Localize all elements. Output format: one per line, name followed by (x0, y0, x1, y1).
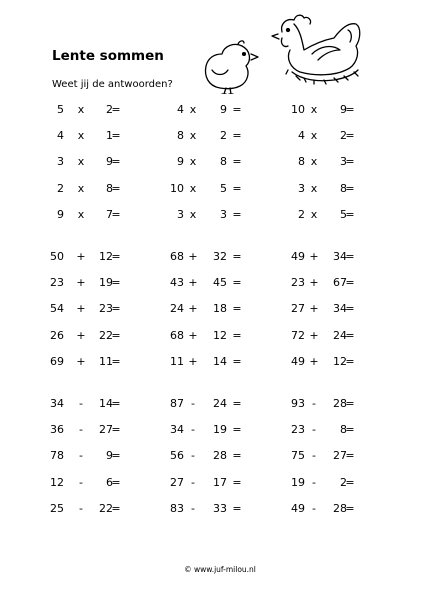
operand-b: 14 (213, 354, 227, 368)
equals-sign: = (345, 397, 355, 410)
operand-b: 24 (213, 397, 227, 410)
operand-a: 69 (50, 354, 64, 368)
operand-b: 12 (213, 328, 227, 342)
operator: + (188, 328, 198, 342)
operator: - (79, 449, 83, 463)
operand-b: 27 (333, 449, 347, 463)
operator: + (76, 250, 86, 263)
equals-sign: = (345, 449, 355, 463)
operand-b: 3 (340, 155, 347, 169)
operator: + (309, 250, 319, 263)
equals-sign: = (111, 354, 121, 368)
equals-sign: = (232, 276, 242, 290)
operator: + (76, 276, 86, 290)
operand-b: 6 (106, 475, 113, 489)
operator: x (310, 155, 318, 169)
operand-a: 10 (170, 181, 184, 195)
equals-sign: = (232, 449, 242, 463)
operand-b: 34 (333, 250, 347, 263)
equals-sign: = (345, 354, 355, 368)
operand-a: 68 (170, 250, 184, 263)
operand-b: 28 (333, 501, 347, 515)
operand-b: 22 (99, 501, 113, 515)
equals-sign: = (345, 501, 355, 515)
operand-a: 23 (50, 276, 64, 290)
operand-a: 27 (291, 302, 305, 316)
operand-a: 26 (50, 328, 64, 342)
operand-b: 28 (213, 449, 227, 463)
equals-sign: = (232, 328, 242, 342)
operand-b: 32 (213, 250, 227, 263)
equals-sign: = (232, 354, 242, 368)
equals-sign: = (232, 155, 242, 169)
equals-sign: = (345, 328, 355, 342)
operator: - (191, 501, 195, 515)
equals-sign: = (232, 501, 242, 515)
operand-b: 14 (99, 397, 113, 410)
operand-b: 33 (213, 501, 227, 515)
operand-a: 78 (50, 449, 64, 463)
operand-b: 8 (340, 181, 347, 195)
operand-a: 54 (50, 302, 64, 316)
operand-a: 3 (177, 207, 184, 221)
equals-sign: = (232, 181, 242, 195)
equals-sign: = (111, 449, 121, 463)
operator: x (77, 207, 85, 221)
equals-sign: = (345, 155, 355, 169)
operator: - (312, 475, 316, 489)
operand-b: 2 (220, 129, 227, 143)
equals-sign: = (111, 181, 121, 195)
equals-sign: = (111, 129, 121, 143)
equals-sign: = (111, 397, 121, 410)
operator: x (77, 129, 85, 143)
operator: - (191, 397, 195, 410)
operand-a: 34 (50, 397, 64, 410)
operand-b: 67 (333, 276, 347, 290)
operand-a: 23 (291, 276, 305, 290)
operand-a: 9 (57, 207, 64, 221)
equals-sign: = (232, 250, 242, 263)
operator: x (189, 103, 197, 116)
operand-a: 2 (298, 207, 305, 221)
operator: x (310, 181, 318, 195)
operand-a: 56 (170, 449, 184, 463)
operator: + (188, 354, 198, 368)
operator: - (191, 423, 195, 437)
operator: - (79, 397, 83, 410)
operand-b: 34 (333, 302, 347, 316)
operand-a: 4 (177, 103, 184, 116)
page-title: Lente sommen (52, 48, 164, 64)
operand-b: 11 (99, 354, 113, 368)
operator: - (79, 423, 83, 437)
operand-a: 83 (170, 501, 184, 515)
equals-sign: = (232, 397, 242, 410)
page-subtitle: Weet jij de antwoorden? (52, 79, 173, 90)
operand-b: 45 (213, 276, 227, 290)
operand-b: 3 (220, 207, 227, 221)
operator: - (312, 501, 316, 515)
operator: + (309, 354, 319, 368)
equals-sign: = (232, 423, 242, 437)
operand-b: 8 (106, 181, 113, 195)
equals-sign: = (345, 207, 355, 221)
operand-a: 9 (177, 155, 184, 169)
operand-b: 18 (213, 302, 227, 316)
operand-a: 72 (291, 328, 305, 342)
operator: + (309, 302, 319, 316)
copyright-footer: © www.juf-milou.nl (184, 565, 256, 574)
operand-a: 34 (170, 423, 184, 437)
operand-b: 5 (220, 181, 227, 195)
operand-b: 9 (220, 103, 227, 116)
equals-sign: = (111, 475, 121, 489)
operator: x (189, 207, 197, 221)
equals-sign: = (111, 250, 121, 263)
operator: - (191, 475, 195, 489)
operand-a: 8 (177, 129, 184, 143)
operand-b: 1 (106, 129, 113, 143)
operand-a: 8 (298, 155, 305, 169)
operand-a: 23 (291, 423, 305, 437)
operand-b: 2 (106, 103, 113, 116)
operand-a: 12 (50, 475, 64, 489)
operator: + (188, 276, 198, 290)
equals-sign: = (345, 103, 355, 116)
equals-sign: = (232, 207, 242, 221)
operand-a: 43 (170, 276, 184, 290)
equals-sign: = (345, 475, 355, 489)
operator: + (188, 250, 198, 263)
equals-sign: = (111, 276, 121, 290)
operand-a: 75 (291, 449, 305, 463)
operand-b: 27 (99, 423, 113, 437)
operator: + (309, 276, 319, 290)
operator: - (312, 449, 316, 463)
operand-b: 5 (340, 207, 347, 221)
operand-b: 22 (99, 328, 113, 342)
operator: - (79, 475, 83, 489)
operator: + (76, 328, 86, 342)
operand-b: 19 (213, 423, 227, 437)
operand-b: 2 (340, 475, 347, 489)
equals-sign: = (345, 276, 355, 290)
operator: + (76, 302, 86, 316)
operand-a: 87 (170, 397, 184, 410)
operand-a: 24 (170, 302, 184, 316)
operand-a: 5 (57, 103, 64, 116)
operator: x (77, 155, 85, 169)
equals-sign: = (232, 475, 242, 489)
equals-sign: = (111, 423, 121, 437)
operator: x (77, 181, 85, 195)
operand-b: 2 (340, 129, 347, 143)
equals-sign: = (345, 181, 355, 195)
operand-b: 28 (333, 397, 347, 410)
operand-a: 49 (291, 501, 305, 515)
operand-a: 27 (170, 475, 184, 489)
operand-a: 50 (50, 250, 64, 263)
operand-a: 10 (291, 103, 305, 116)
equals-sign: = (111, 302, 121, 316)
operand-a: 2 (57, 181, 64, 195)
equals-sign: = (111, 103, 121, 116)
operand-a: 3 (298, 181, 305, 195)
operator: + (309, 328, 319, 342)
operand-a: 25 (50, 501, 64, 515)
equals-sign: = (111, 328, 121, 342)
equals-sign: = (111, 501, 121, 515)
operand-b: 19 (99, 276, 113, 290)
operand-a: 49 (291, 250, 305, 263)
equals-sign: = (232, 129, 242, 143)
operand-b: 23 (99, 302, 113, 316)
operator: - (79, 501, 83, 515)
equals-sign: = (345, 302, 355, 316)
operand-b: 12 (333, 354, 347, 368)
operator: x (189, 129, 197, 143)
equals-sign: = (232, 302, 242, 316)
equals-sign: = (111, 155, 121, 169)
operand-b: 7 (106, 207, 113, 221)
operand-a: 68 (170, 328, 184, 342)
operand-b: 12 (99, 250, 113, 263)
equals-sign: = (111, 207, 121, 221)
operator: + (188, 302, 198, 316)
operand-a: 11 (170, 354, 184, 368)
operand-b: 8 (220, 155, 227, 169)
operand-a: 3 (57, 155, 64, 169)
operator: + (76, 354, 86, 368)
operand-b: 8 (340, 423, 347, 437)
operator: x (310, 103, 318, 116)
operand-b: 17 (213, 475, 227, 489)
operand-a: 93 (291, 397, 305, 410)
equals-sign: = (345, 129, 355, 143)
operand-b: 9 (106, 449, 113, 463)
operator: - (312, 397, 316, 410)
operator: x (310, 129, 318, 143)
operator: - (312, 423, 316, 437)
operator: - (191, 449, 195, 463)
operand-a: 36 (50, 423, 64, 437)
operand-a: 4 (57, 129, 64, 143)
operator: x (310, 207, 318, 221)
operand-a: 19 (291, 475, 305, 489)
equals-sign: = (232, 103, 242, 116)
equals-sign: = (345, 250, 355, 263)
operator: x (189, 155, 197, 169)
operand-a: 49 (291, 354, 305, 368)
operand-b: 24 (333, 328, 347, 342)
equals-sign: = (345, 423, 355, 437)
operator: x (77, 103, 85, 116)
operand-b: 9 (340, 103, 347, 116)
operator: x (189, 181, 197, 195)
operand-a: 4 (298, 129, 305, 143)
operand-b: 9 (106, 155, 113, 169)
